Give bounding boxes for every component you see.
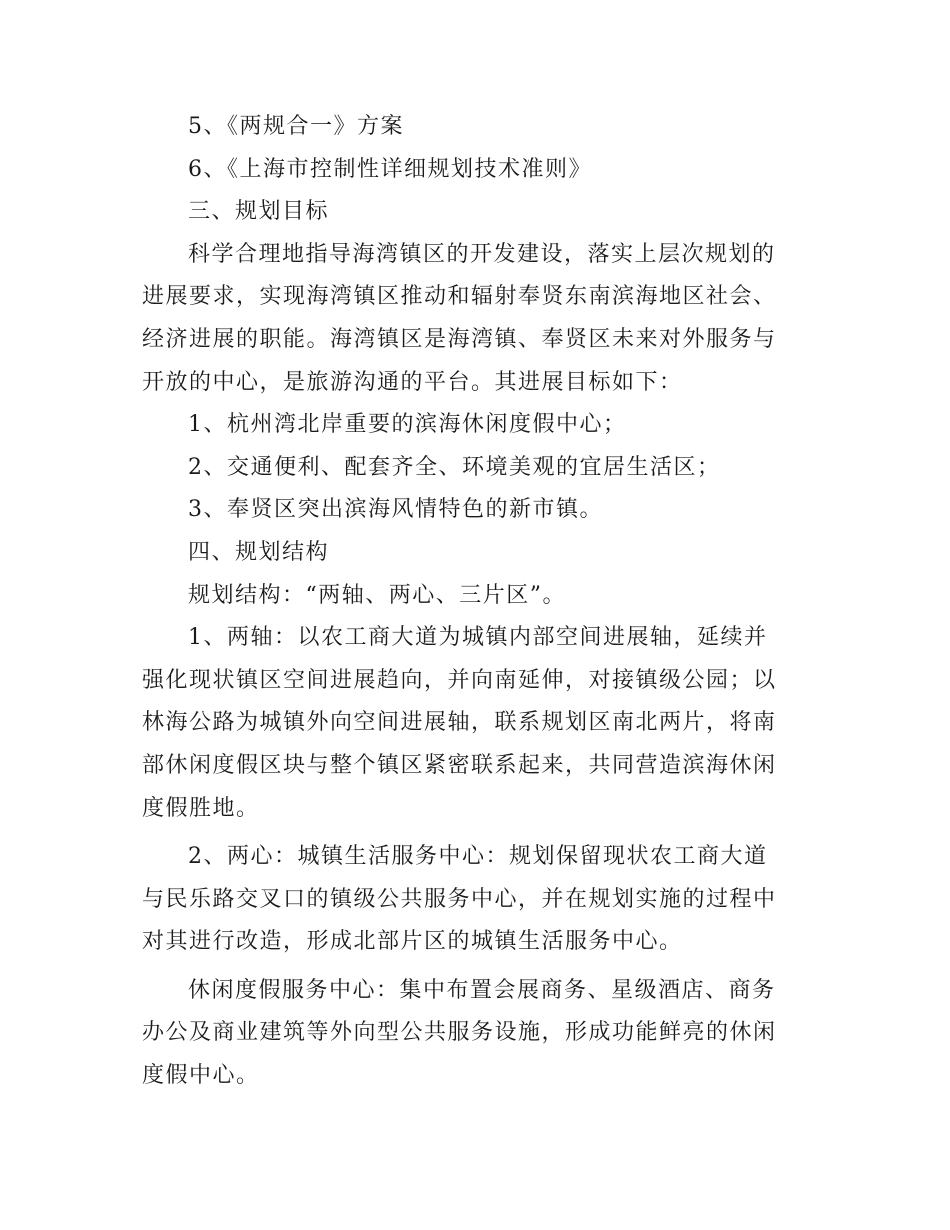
list-item: 2、交通便利、配套齐全、环境美观的宜居生活区； <box>188 454 721 480</box>
paragraph-line: 1、两轴：以农工商大道为城镇内部空间进展轴，延续并 <box>188 625 768 651</box>
list-item: 3、奉贤区突出滨海风情特色的新市镇。 <box>188 497 603 523</box>
paragraph-line: 强化现状镇区空间进展趋向，并向南延伸，对接镇级公园；以 <box>142 667 777 693</box>
paragraph-line: 2、两心：城镇生活服务中心：规划保留现状农工商大道 <box>188 844 768 870</box>
paragraph-line: 林海公路为城镇外向空间进展轴，联系规划区南北两片，将南 <box>142 710 777 736</box>
paragraph-line: 开放的中心，是旅游沟通的平台。其进展目标如下： <box>142 369 683 395</box>
paragraph-line: 进展要求，实现海湾镇区推动和辐射奉贤东南滨海地区社会、 <box>142 284 777 310</box>
list-item: 1、杭州湾北岸重要的滨海休闲度假中心； <box>188 412 627 438</box>
section-heading: 三、规划目标 <box>188 199 330 225</box>
paragraph-line: 与民乐路交叉口的镇级公共服务中心，并在规划实施的过程中 <box>142 886 777 912</box>
paragraph-line: 度假胜地。 <box>142 795 260 821</box>
paragraph-line: 度假中心。 <box>142 1063 260 1089</box>
paragraph-line: 经济进展的职能。海湾镇区是海湾镇、奉贤区未来对外服务与 <box>142 326 777 352</box>
paragraph-line: 办公及商业建筑等外向型公共服务设施，形成功能鲜亮的休闲 <box>142 1020 777 1046</box>
paragraph-line: 科学合理地指导海湾镇区的开发建设，落实上层次规划的 <box>188 241 776 267</box>
paragraph-line: 规划结构：“两轴、两心、三片区”。 <box>188 582 566 608</box>
paragraph-line: 休闲度假服务中心：集中布置会展商务、星级酒店、商务 <box>188 977 776 1003</box>
section-heading: 四、规划结构 <box>188 539 330 565</box>
paragraph-line: 对其进行改造，形成北部片区的城镇生活服务中心。 <box>142 929 683 955</box>
list-item: 6、《上海市控制性详细规划技术准则》 <box>188 156 592 182</box>
paragraph-line: 部休闲度假区块与整个镇区紧密联系起来，共同营造滨海休闲 <box>142 752 777 778</box>
document-body <box>142 106 810 1098</box>
list-item: 5、《两规合一》方案 <box>188 114 404 139</box>
